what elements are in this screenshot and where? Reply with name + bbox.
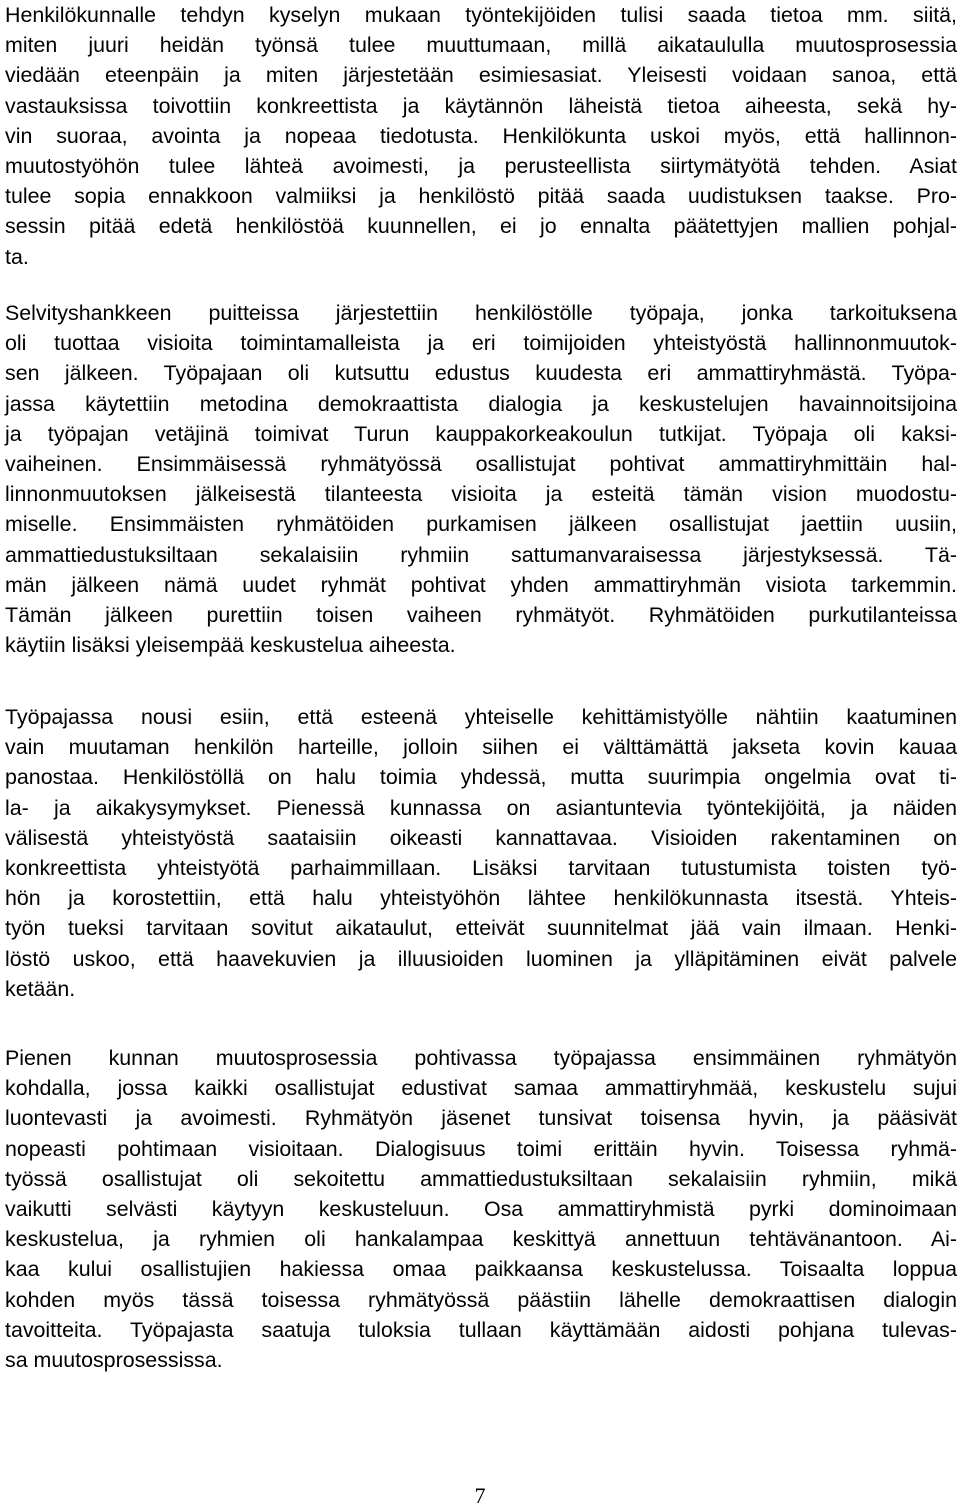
paragraph-3	[5, 702, 957, 1004]
text-line: panostaa. Henkilöstöllä on halu toimia yhdessä, mutta suurimpia ongelmia ovat ti-	[5, 765, 957, 790]
text-line: miselle. Ensimmäisten ryhmätöiden purkamisen jälkeen osallistujat jaettiin uusiin,	[5, 512, 957, 537]
text-line: kohdalla, jossa kaikki osallistujat edustivat samaa ammattiryhmää, keskustelu sujui	[5, 1076, 957, 1101]
text-line: vain muutaman henkilön harteille, jolloin siihen ei välttämättä jakseta kovin kauaa	[5, 735, 957, 760]
text-line: män jälkeen nämä uudet ryhmät pohtivat yhden ammattiryhmän visiota tarkemmin.	[5, 572, 957, 597]
text-line: ketään.	[5, 976, 76, 1001]
text-line: Selvityshankkeen puitteissa järjestettiin henkilöstölle työpaja, jonka tarkoituksena	[5, 301, 957, 325]
text-line: sessin pitää edetä henkilöstöä kuunnellen, ei jo ennalta päätettyjen mallien pohjal-	[5, 214, 957, 239]
text-line: vastauksissa toivottiin konkreettista ja käytännön läheistä tietoa aiheesta, sekä hy-	[5, 93, 957, 118]
text-line: Työpajassa nousi esiin, että esteenä yhteiselle kehittämistyölle nähtiin kaatuminen	[5, 705, 957, 729]
text-line: muutostyöhön tulee lähteä avoimesti, ja perusteellista siirtymätyötä tehden. Asiat	[5, 154, 957, 179]
text-line: ja työpajan vetäjinä toimivat Turun kauppakorkeakoulun tutkijat. Työpaja oli kaksi-	[5, 421, 957, 446]
text-line: tavoitteita. Työpajasta saatuja tuloksia tullaan käyttämään aidosti pohjana tulevas-	[5, 1317, 957, 1342]
text-line: viedään eteenpäin ja miten järjestetään esimiesasiat. Yleisesti voidaan sanoa, että	[5, 63, 957, 88]
text-line: ammattiedustuksiltaan sekalaisiin ryhmiin sattumanvaraisessa järjestyksessä. Tä-	[5, 542, 957, 567]
text-line: sa muutosprosessissa.	[5, 1348, 223, 1373]
text-line: sen jälkeen. Työpajaan oli kutsuttu edustus kuudesta eri ammattiryhmästä. Työpa-	[5, 361, 957, 386]
text-line: hön ja korostettiin, että halu yhteistyöhön lähtee henkilökunnasta itsestä. Yhteis-	[5, 886, 957, 911]
text-line: vin suoraa, avointa ja nopeaa tiedotusta. Henkilökunta uskoi myös, että hallinnon-	[5, 123, 957, 148]
text-line: Pienen kunnan muutosprosessia pohtivassa työpajassa ensimmäinen ryhmätyön	[5, 1046, 957, 1070]
paragraph-2	[5, 298, 957, 660]
text-line: kaa kului osallistujien hakiessa omaa paikkaansa keskustelussa. Toisaalta loppua	[5, 1257, 957, 1282]
text-line: oli tuottaa visioita toimintamalleista ja eri toimijoiden yhteistyöstä hallinnonmuutok-	[5, 331, 957, 356]
text-line: löstö uskoo, että haavekuvien ja illuusioiden luominen ja ylläpitäminen eivät palvele	[5, 946, 957, 971]
page-number: 7	[474, 1483, 486, 1508]
text-line: ta.	[5, 244, 29, 269]
text-line: la- ja aikakysymykset. Pienessä kunnassa on asiantuntevia työntekijöitä, ja näiden	[5, 795, 957, 820]
text-line: työssä osallistujat oli sekoitettu ammattiedustuksiltaan sekalaisiin ryhmiin, mikä	[5, 1166, 957, 1191]
text-line: vaiheinen. Ensimmäisessä ryhmätyössä osallistujat pohtivat ammattiryhmittäin hal-	[5, 452, 957, 477]
text-line: linnonmuutoksen jälkeisestä tilanteesta visioita ja esteitä tämän vision muodostu-	[5, 482, 957, 507]
text-line: luontevasti ja avoimesti. Ryhmätyön jäsenet tunsivat toisensa hyvin, ja pääsivät	[5, 1106, 957, 1131]
text-line: työn tueksi tarvitaan sovitut aikataulut, etteivät suunnitelmat jää vain ilmaan. Henki-	[5, 916, 957, 941]
paragraph-4	[5, 1043, 957, 1375]
text-line: kohden myös tässä toisessa ryhmätyössä päästiin lähelle demokraattisen dialogin	[5, 1287, 957, 1312]
text-line: Tämän jälkeen purettiin toisen vaiheen ryhmätyöt. Ryhmätöiden purkutilanteissa	[5, 603, 957, 628]
paragraph-1	[5, 0, 957, 272]
text-line: vaikutti selvästi käytyyn keskusteluun. Osa ammattiryhmistä pyrki dominoimaan	[5, 1197, 957, 1222]
text-line: konkreettista yhteistyötä parhaimmillaan. Lisäksi tarvitaan tutustumista toisten työ-	[5, 856, 957, 881]
text-line: nopeasti pohtimaan visioitaan. Dialogisuus toimi erittäin hyvin. Toisessa ryhmä-	[5, 1136, 957, 1161]
text-line: keskustelua, ja ryhmien oli hankalampaa keskittyä annettuun tehtävänantoon. Ai-	[5, 1227, 957, 1252]
text-line: tulee sopia ennakkoon valmiiksi ja henkilöstö pitää saada uudistuksen taakse. Pro-	[5, 184, 957, 209]
text-line: välisestä yhteistyöstä saataisiin oikeasti kannattavaa. Visioiden rakentaminen on	[5, 825, 957, 850]
text-line: käytiin lisäksi yleisempää keskustelua aiheesta.	[5, 633, 456, 658]
text-line: jassa käytettiin metodina demokraattista dialogia ja keskustelujen havainnoitsijoina	[5, 391, 957, 416]
text-line: Henkilökunnalle tehdyn kyselyn mukaan työntekijöiden tulisi saada tietoa mm. siitä,	[5, 3, 957, 27]
text-line: miten juuri heidän työnsä tulee muuttumaan, millä aikataululla muutosprosessia	[5, 33, 957, 58]
